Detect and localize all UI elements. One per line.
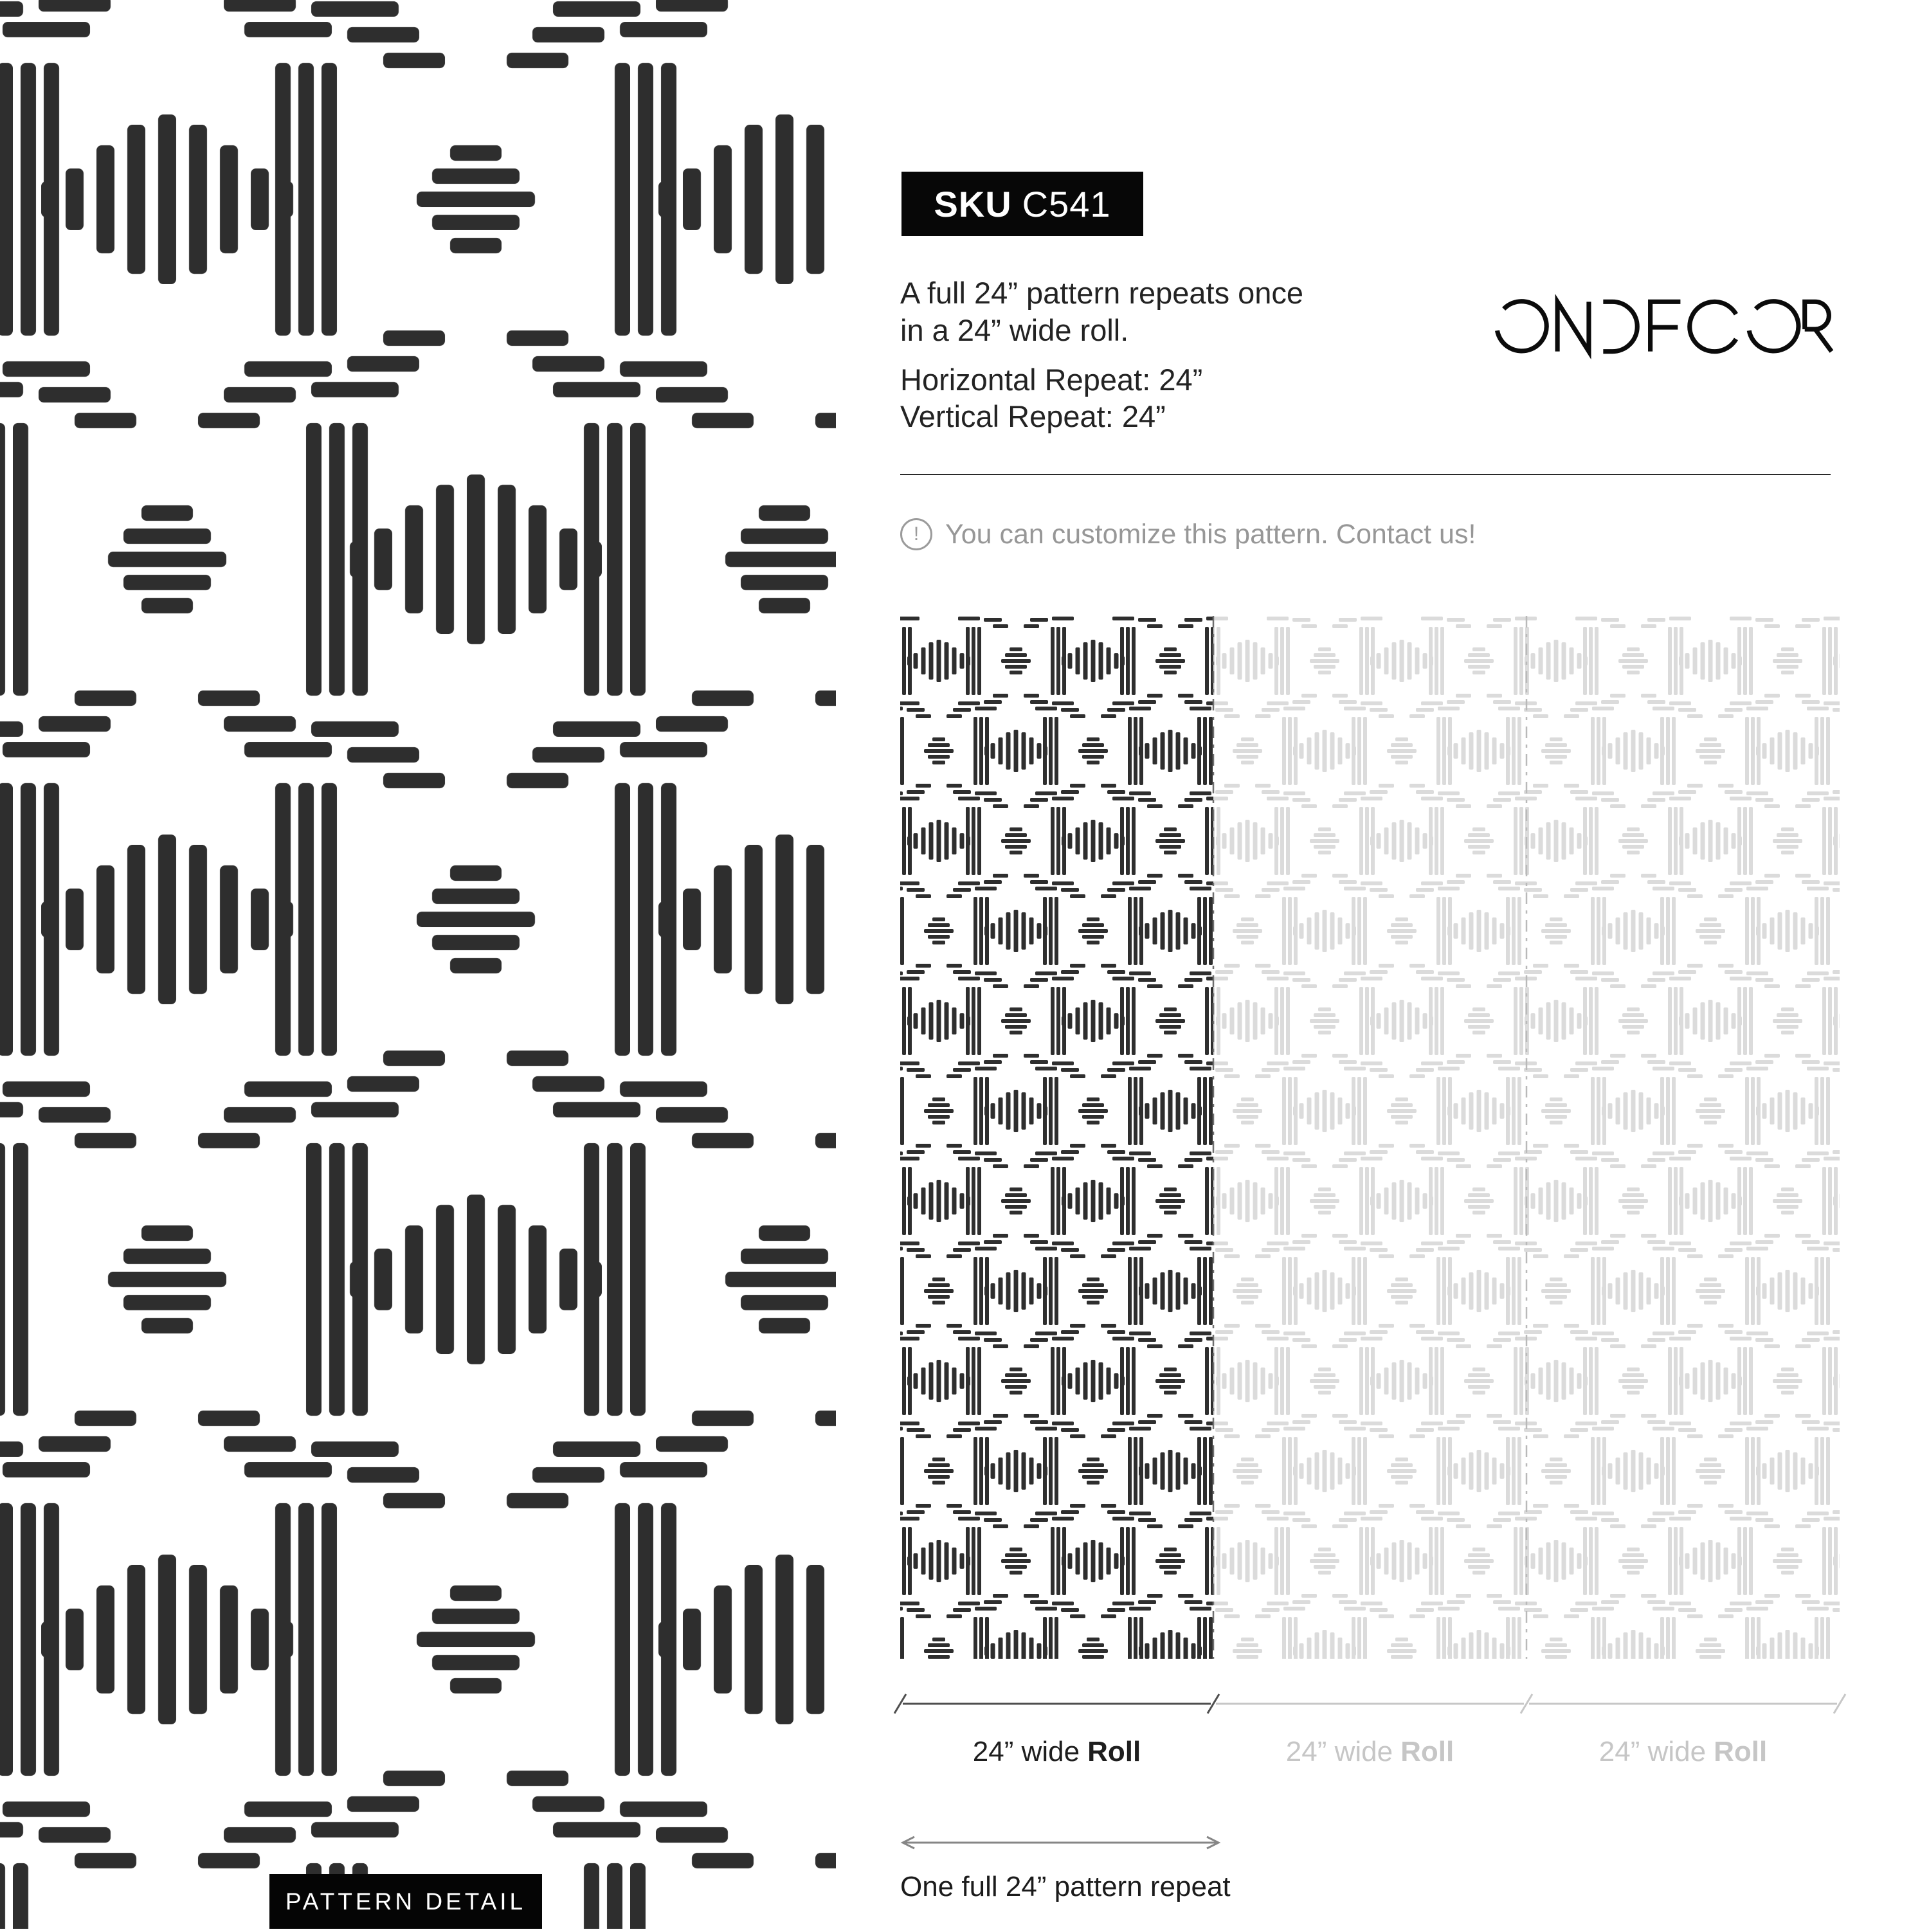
roll-width-arrow-1 (894, 1694, 1219, 1713)
roll-width-arrow-2 (1216, 1694, 1532, 1713)
pattern-detail-badge-label: PATTERN DETAIL (285, 1888, 527, 1915)
repeat-caption: One full 24” pattern repeat (900, 1871, 1231, 1902)
horizontal-repeat: Horizontal Repeat: 24” (900, 363, 1203, 397)
description-line-1: A full 24” pattern repeats once (900, 276, 1304, 310)
repeat-specs (900, 361, 1202, 435)
vertical-repeat: Vertical Repeat: 24” (900, 399, 1166, 433)
roll-label-3: 24” wide Roll (1598, 1736, 1768, 1767)
sku-value: C541 (1022, 183, 1111, 224)
product-description (900, 275, 1303, 349)
customize-note (900, 518, 1476, 550)
section-divider (900, 474, 1831, 475)
ondecor-logo-icon (1492, 289, 1839, 364)
roll-preview (900, 616, 1840, 1659)
pattern-detail-panel (0, 0, 836, 1929)
roll-width-arrow-3 (1529, 1694, 1845, 1713)
roll-label-1: 24” wide Roll (972, 1736, 1141, 1767)
ondecor-logo (1492, 289, 1839, 364)
roll-preview-graphic (900, 616, 1840, 1659)
description-line-2: in a 24” wide roll. (900, 313, 1129, 347)
customize-note-text: You can customize this pattern. Contact us! (945, 518, 1476, 550)
pattern-detail-swatch (0, 0, 836, 1929)
roll-1-swatch (900, 616, 1213, 1659)
roll-width-arrows (887, 1688, 1858, 1719)
sku-label: SKU (934, 183, 1012, 224)
roll-label-2: 24” wide Roll (1285, 1736, 1454, 1767)
info-icon: ! (900, 518, 932, 550)
sku-box (901, 172, 1143, 236)
pattern-detail-badge (269, 1874, 542, 1929)
repeat-width-arrow (894, 1830, 1228, 1855)
